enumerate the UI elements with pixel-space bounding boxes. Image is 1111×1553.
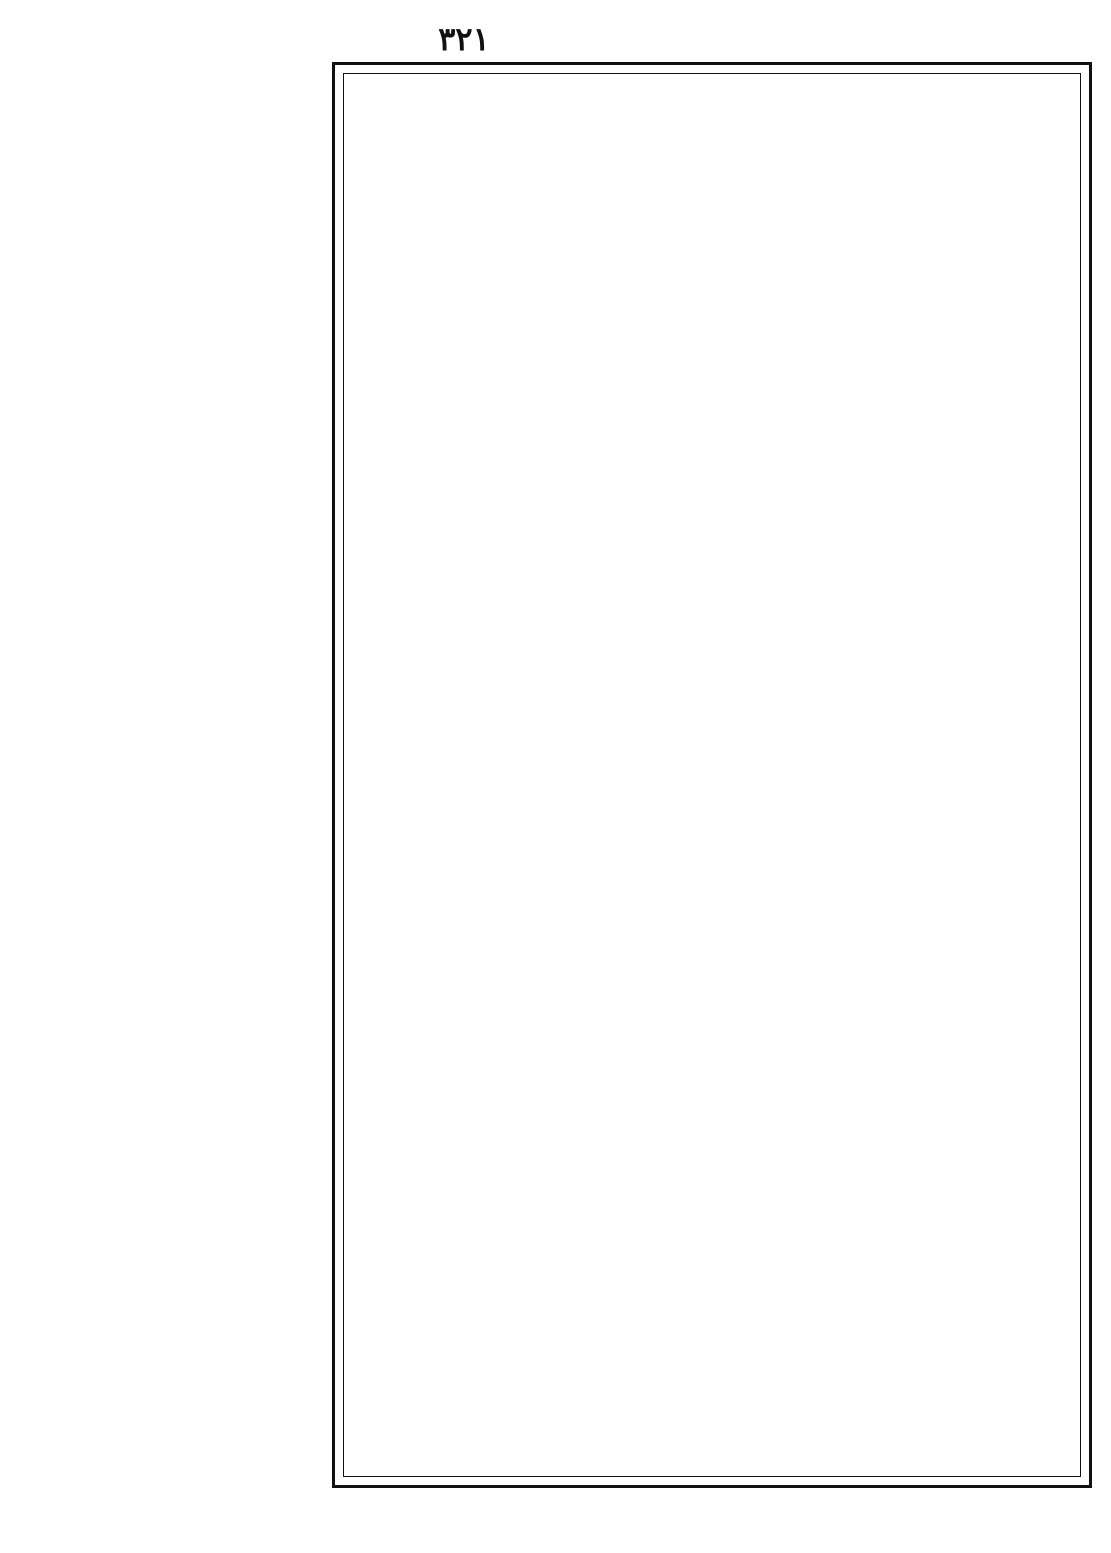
page-header [14, 16, 1097, 64]
main-commentary-text [359, 87, 1069, 1467]
page-footer [14, 1494, 1097, 1540]
footer-text [14, 1498, 1097, 1536]
margin-commentary-text [16, 64, 316, 1484]
margin-commentary-column [16, 64, 316, 1484]
header-text [14, 26, 1097, 60]
page-number: ٣٢١ [438, 20, 490, 58]
main-commentary-panel [332, 62, 1092, 1488]
